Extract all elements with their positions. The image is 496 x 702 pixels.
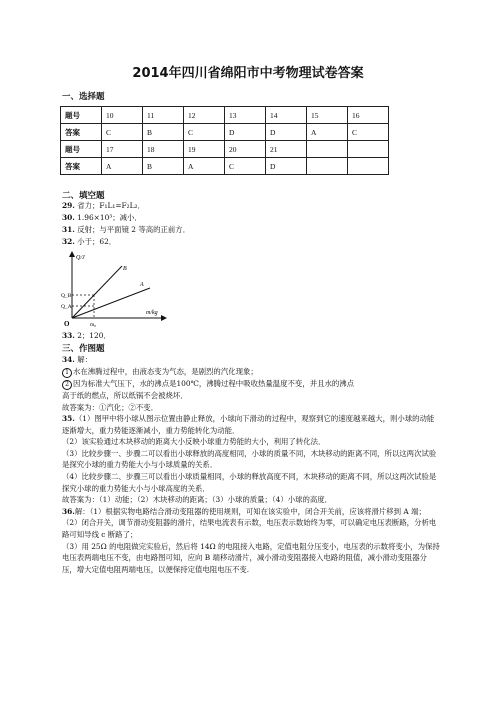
answer-35-final: 故答案为：（1）动能；（2）木块移动的距离；（3）小球的质量；（4）小球的高度． bbox=[62, 495, 333, 505]
circled-number-1: 1 bbox=[62, 368, 72, 378]
answer-33: 33. 2；120． bbox=[62, 331, 111, 340]
table-cell: B bbox=[143, 124, 184, 141]
table-row bbox=[61, 141, 389, 158]
x-axis-label: m/kg bbox=[146, 310, 158, 316]
table-cell bbox=[348, 141, 389, 158]
answer-35-part-4: （4）比较步骤二、步骤三可以看出小球质量相同，小球的释放高度不同，木块移动的距离不同，所以这两次试验是探究小球的重力势能大小与小球高度的关系． bbox=[62, 471, 437, 493]
table-cell: D bbox=[266, 124, 307, 141]
table-cell bbox=[348, 158, 389, 175]
table-cell: A bbox=[184, 158, 225, 175]
section-heading-fill: 二、填空题 bbox=[62, 191, 105, 201]
table-cell bbox=[307, 158, 348, 175]
table-cell: C bbox=[184, 124, 225, 141]
answer-34-final: 故答案为：①汽化；②不变． bbox=[62, 403, 159, 412]
line-b-label: B bbox=[123, 266, 127, 272]
page-title: 2014年四川省绵阳市中考物理试卷答案 bbox=[132, 66, 364, 81]
table-row-header: 答案 bbox=[61, 158, 102, 175]
table-cell: 12 bbox=[184, 107, 225, 124]
line-a-label: A bbox=[140, 282, 144, 288]
table-cell: 19 bbox=[184, 141, 225, 158]
answer-34-point-1: 1 水在沸腾过程中，由液态变为气态，是剧烈的汽化现象； bbox=[62, 366, 258, 378]
table-cell: 18 bbox=[143, 141, 184, 158]
table-cell: 11 bbox=[143, 107, 184, 124]
table-row bbox=[61, 158, 389, 175]
answer-36-part-1: 36.解：（1）根据实物电路结合滑动变阻器的使用规则，可知在该实验中，闭合开关前，应该将滑片移到 A 端； bbox=[62, 506, 426, 516]
m0-label: m₀ bbox=[90, 322, 97, 328]
answer-35 bbox=[62, 413, 440, 575]
qa-label: Q_A bbox=[61, 304, 72, 310]
answer-table bbox=[60, 106, 389, 175]
table-row-header: 题号 bbox=[61, 141, 102, 158]
table-cell: B bbox=[143, 158, 184, 175]
table-cell: 17 bbox=[102, 141, 143, 158]
table-cell: D bbox=[225, 124, 266, 141]
table-cell: 21 bbox=[266, 141, 307, 158]
answer-34-intro: 34. 解： bbox=[62, 355, 93, 364]
table-cell: D bbox=[266, 158, 307, 175]
answer-31: 31. 反射；与平面镜 2 等高的正前方． bbox=[62, 225, 191, 234]
table-cell: C bbox=[102, 124, 143, 141]
line-b bbox=[72, 266, 122, 318]
table-row bbox=[61, 124, 389, 141]
origin-label: O bbox=[64, 320, 70, 328]
section-heading-drawing: 三、作图题 bbox=[62, 344, 105, 354]
table-cell: 16 bbox=[348, 107, 389, 124]
table-cell: A bbox=[102, 158, 143, 175]
answer-36-part-3: （3）用 25Ω 的电阻做完实验后，然后将 14Ω 的电阻接入电路，定值电阻分压变小，电压表的示数将变小，为保持电压表两端电压不变，由电路图可知，应向 B 端移动滑片，减小滑动变阻器接入电路的阻值，减小滑动变阻器分压，增大定值电阻两端电压，以便保持定值电阻电压不变. bbox=[62, 541, 440, 574]
table-cell bbox=[307, 141, 348, 158]
table-cell: 13 bbox=[225, 107, 266, 124]
table-cell: 14 bbox=[266, 107, 307, 124]
table-row bbox=[61, 107, 389, 124]
heat-mass-graph bbox=[60, 250, 170, 328]
circled-number-2: 2 bbox=[62, 380, 72, 390]
answer-32: 32. 小于；62． bbox=[62, 237, 117, 246]
y-axis-label: Q/J bbox=[76, 255, 85, 261]
table-cell: 10 bbox=[102, 107, 143, 124]
table-cell: 20 bbox=[225, 141, 266, 158]
answer-35-part-3: （3）比较步骤一、步骤二可以看出小球释放的高度相同，小球的质量不同，木块移动的距离不同，所以这两次试验是探究小球的重力势能大小与小球质量的关系． bbox=[62, 448, 437, 470]
section-heading-choice: 一、选择题 bbox=[62, 92, 105, 102]
qb-label: Q_B bbox=[61, 293, 72, 299]
answer-35-part-2: （2）该实验通过木块移动的距离大小反映小球重力势能的大小，利用了转化法． bbox=[62, 437, 326, 447]
table-row-header: 题号 bbox=[61, 107, 102, 124]
table-cell: A bbox=[307, 124, 348, 141]
line-a bbox=[72, 288, 150, 318]
answer-29: 29. 省力；F₁L₁=F₂L₂． bbox=[62, 201, 145, 210]
table-cell: C bbox=[225, 158, 266, 175]
answer-34-point-2: 2 因为标准大气压下，水的沸点是100℃，沸腾过程中吸收热量温度不变，并且水的沸点 bbox=[62, 378, 354, 390]
answer-30: 30. 1.96×10³；减小． bbox=[62, 213, 142, 222]
table-cell: C bbox=[348, 124, 389, 141]
answer-34-point-2-cont: 高于纸的燃点，所以纸锅不会被烧坏． bbox=[62, 391, 188, 400]
table-cell: 15 bbox=[307, 107, 348, 124]
table-row-header: 答案 bbox=[61, 124, 102, 141]
answer-35-part-1: 35.（1）图甲中将小球从图示位置由静止释放，小球向下滑动的过程中，观察到它的速度越来越大，则小球的动能逐渐增大，重力势能逐渐减小，重力势能转化为动能． bbox=[62, 414, 435, 435]
answer-36-part-2: （2）闭合开关，调节滑动变阻器的滑片，结果电流表有示数，电压表示数始终为零，可以确定电压表断路，分析电路可知导线 c 断路了； bbox=[62, 518, 437, 539]
